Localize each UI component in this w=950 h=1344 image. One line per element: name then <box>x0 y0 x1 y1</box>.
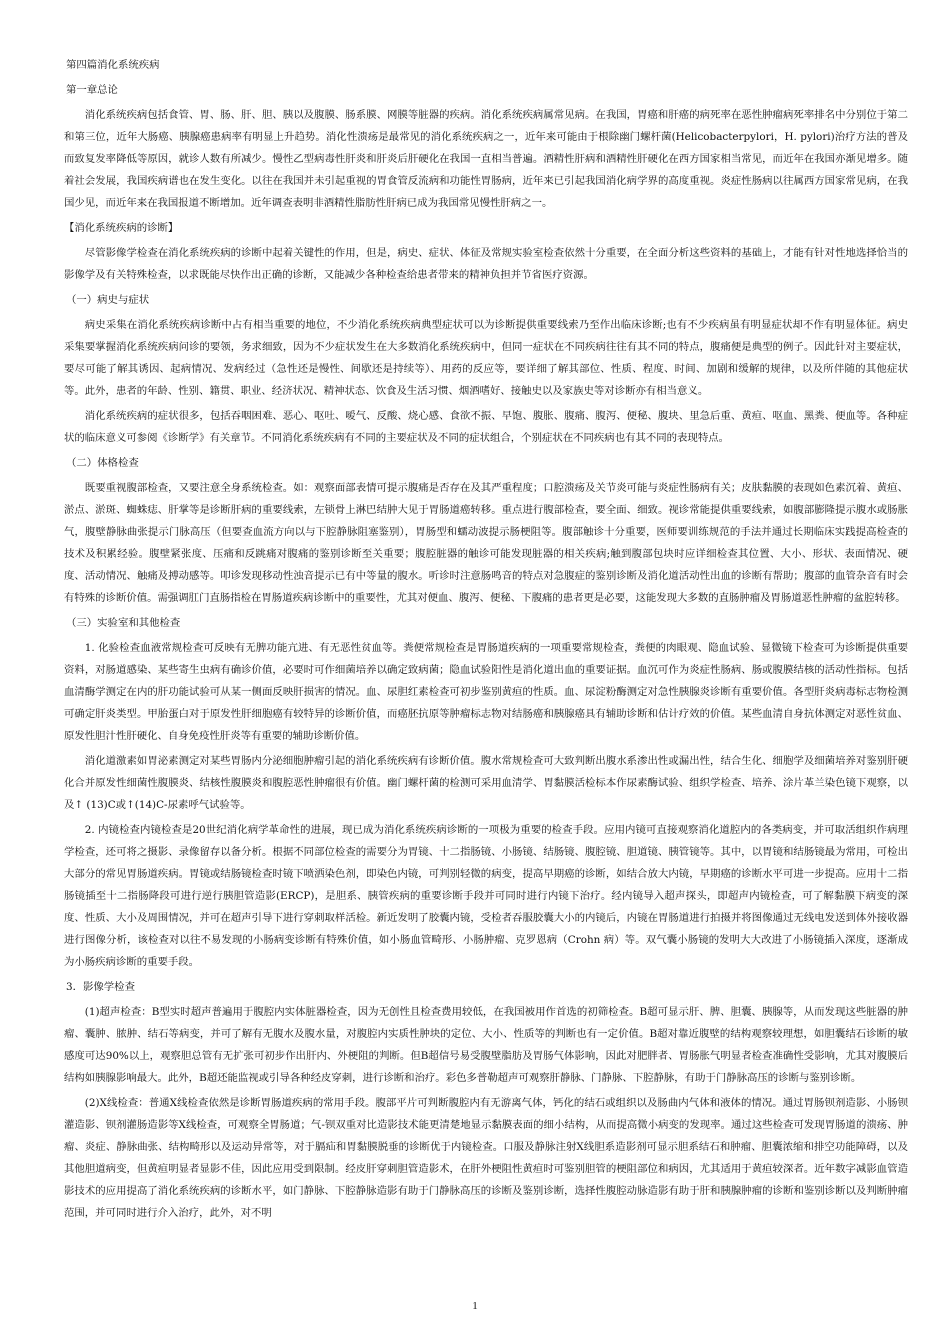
paragraph: 尽管影像学检查在消化系统疾病的诊断中起着关键性的作用，但是，病史、症状、体征及常规实验室检查依然十分重要，在全面分析这些资料的基础上，才能有针对性地选择恰当的影像学及有关特殊检查，以求既能尽快作出正确的诊断，又能减少各种检查给患者带来的精神负担并节省医疗资源。 <box>64 247 908 281</box>
paragraph: 既要重视腹部检查，又要注意全身系统检查。如：观察面部表情可提示腹痛是否存在及其严重程度；口腔溃疡及关节炎可能与炎症性肠病有关；皮肤黏膜的表现如色素沉着、黄疸、淤点、淤斑、蜘蛛痣、肝掌等是诊断肝病的重要线索，左锁骨上淋巴结肿大见于胃肠道癌转移。重点进行腹部检查，要全面、细致。视诊常能提供重要线索，如腹部膨隆提示腹水或肠胀气，腹壁静脉曲张提示门脉高压（但要查血流方向以与下腔静脉阻塞鉴别），胃肠型和蠕动波提示肠梗阻等。腹部触诊十分重要，医师要训练规范的手法并通过长期临床实践提高检查的技术及积累经验。腹壁紧张度、压痛和反跳痛对腹痛的鉴别诊断至关重要；腹腔脏器的触诊可能发现脏器的相关疾病;触到腹部包块时应详细检查其位置、大小、形状、表面情况、硬度、活动情况、触痛及搏动感等。叩诊发现移动性浊音提示已有中等量的腹水。听诊时注意肠鸣音的特点对急腹症的鉴别诊断及消化道活动性出血的诊断有帮助；腹部的血管杂音有时会有特殊的诊断价值。需强调肛门直肠指检在胃肠道疾病诊断中的重要性，尤其对便血、腹泻、便秘、下腹痛的患者更是必要，这能发现大多数的直肠肿瘤及胃肠道恶性肿瘤的盆腔转移。 <box>64 482 908 604</box>
paragraph: 1. 化验检查血液常规检查可反映有无脾功能亢进、有无恶性贫血等。粪便常规检查是胃肠道疾病的一项重要常规检查，粪便的肉眼观、隐血试验、显微镜下检查可为诊断提供重要资料，对肠道感染、某些寄生虫病有确诊价值，必要时可作细菌培养以确定致病菌；隐血试验阳性是消化道出血的重要证据。血沉可作为炎症性肠病、肠或腹膜结核的活动性指标。包括血清酶学测定在内的肝功能试验可从某一侧面反映肝损害的情况。血、尿胆红素检查可初步鉴别黄疸的性质。血、尿淀粉酶测定对急性胰腺炎诊断有重要价值。各型肝炎病毒标志物检测可确定肝炎类型。甲胎蛋白对于原发性肝细胞癌有较特异的诊断价值，而癌胚抗原等肿瘤标志物对结肠癌和胰腺癌具有辅助诊断和估计疗效的价值。某些血清自身抗体测定对恶性贫血、原发性胆汁性肝硬化、自身免疫性肝炎等有重要的辅助诊断价值。 <box>64 642 908 742</box>
paragraph: 消化系统疾病包括食管、胃、肠、肝、胆、胰以及腹膜、肠系膜、网膜等脏器的疾病。消化系统疾病属常见病。在我国，胃癌和肝癌的病死率在恶性肿瘤病死率排名中分别位于第二和第三位，近年大肠癌、胰腺癌患病率有明显上升趋势。消化性溃疡是最常见的消化系统疾病之一，近年来可能由于根除幽门螺杆菌(Helicobacterpylori，H. pylori)治疗方法的普及而致复发率降低等原因，就诊人数有所减少。慢性乙型病毒性肝炎和肝炎后肝硬化在我国一直相当普遍。酒精性肝病和酒精性肝硬化在西方国家相当常见，而近年在我国亦渐见增多。随着社会发展，我国疾病谱也在发生变化。以往在我国并未引起重视的胃食管反流病和功能性胃肠病，近年来已引起我国消化病学界的高度重视。炎症性肠病以往属西方国家常见病，在我国少见，而近年来在我国报道不断增加。近年调查表明非酒精性脂肪性肝病已成为我国常见慢性肝病之一。 <box>64 109 908 209</box>
subsection-heading: （三）实验室和其他检查 <box>66 617 181 629</box>
paragraph: 消化道激素如胃泌素测定对某些胃肠内分泌细胞肿瘤引起的消化系统疾病有诊断价值。腹水常规检查可大致判断出腹水系渗出性或漏出性，结合生化、细胞学及细菌培养对鉴别肝硬化合并原发性细菌性腹膜炎、结核性腹膜炎和腹腔恶性肿瘤很有价值。幽门螺杆菌的检测可采用血清学、胃黏膜活检标本作尿素酶试验、组织学检查、培养、涂片革兰染色镜下观察，以及↑ (13)C或↑(14)C-尿素呼气试验等。 <box>64 755 908 811</box>
subsection-heading: （二）体格检查 <box>66 457 139 469</box>
document-body <box>64 54 908 1227</box>
page-number: 1 <box>472 1300 478 1312</box>
subsection-heading: 3．影像学检查 <box>66 981 135 993</box>
paragraph: (1)超声检查：B型实时超声普遍用于腹腔内实体脏器检查，因为无创性且检查费用较低，在我国被用作首选的初筛检查。B超可显示肝、脾、胆囊、胰腺等，从而发现这些脏器的肿瘤、囊肿、脓肿、结石等病变，并可了解有无腹水及腹水量，对腹腔内实质性肿块的定位、大小、性质等的判断也有一定价值。B超对靠近腹壁的结构观察较理想，如胆囊结石诊断的敏感度可达90%以上，观察胆总管有无扩张可初步作出肝内、外梗阻的判断。但B超信号易受腹壁脂肪及胃肠气体影响，因此对肥胖者、胃肠胀气明显者检查准确性受影响，尤其对腹膜后结构如胰腺影响最大。此外，B超还能监视或引导各种经皮穿刺，进行诊断和治疗。彩色多普勒超声可观察肝静脉、门静脉、下腔静脉，有助于门静脉高压的诊断与鉴别诊断。 <box>64 1006 908 1084</box>
subsection-heading: （一）病史与症状 <box>66 294 150 306</box>
paragraph: 2. 内镜检查内镜检查是20世纪消化病学革命性的进展，现已成为消化系统疾病诊断的一项极为重要的检查手段。应用内镜可直接观察消化道腔内的各类病变，并可取活组织作病理学检查，还可将之摄影、录像留存以备分析。根据不同部位检查的需要分为胃镜、十二指肠镜、小肠镜、结肠镜、腹腔镜、胆道镜、胰管镜等。其中，以胃镜和结肠镜最为常用，可检出大部分的常见胃肠道疾病。胃镜或结肠镜检查时镜下喷洒染色剂，即染色内镜，可判别轻微的病变，提高早期癌的诊断，如结合放大内镜，早期癌的诊断水平可进一步提高。应用十二指肠镜插至十二指肠降段可进行逆行胰胆管造影(ERCP)，是胆系、胰管疾病的重要诊断手段并可同时进行内镜下治疗。经内镜导入超声探头，即超声内镜检查，可了解黏膜下病变的深度、性质、大小及周围情况，并可在超声引导下进行穿刺取样活检。新近发明了胶囊内镜，受检者吞服胶囊大小的内镜后，内镜在胃肠道进行拍摄并将图像通过无线电发送到体外接收器进行图像分析，该检查对以往不易发现的小肠病变诊断有特殊价值，如小肠血管畸形、小肠肿瘤、克罗恩病（Crohn 病）等。双气囊小肠镜的发明大大改进了小肠镜插入深度，逐渐成为小肠疾病诊断的重要手段。 <box>64 824 908 968</box>
chapter-title: 第一章总论 <box>66 84 118 96</box>
paragraph: 病史采集在消化系统疾病诊断中占有相当重要的地位，不少消化系统疾病典型症状可以为诊断提供重要线索乃至作出临床诊断;也有不少疾病虽有明显症状却不作有明显体征。病史采集要掌握消化系统疾病问诊的要领，务求细致，因为不少症状发生在大多数消化系统疾病中，但同一症状在不同疾病往往有其不同的特点，腹痛便是典型的例子。因此针对主要症状，要尽可能了解其诱因、起病情况、发病经过（急性还是慢性、间歇还是持续等）、用药的反应等，要详细了解其部位、性质、程度、时间、加剧和缓解的规律，以及所伴随的其他症状等。此外，患者的年龄、性别、籍贯、职业、经济状况、精神状态、饮食及生活习惯、烟酒嗜好、接触史以及家族史等对诊断亦有相当意义。 <box>64 319 908 397</box>
paragraph: 消化系统疾病的症状很多，包括吞咽困难、恶心、呕吐、嗳气、反酸、烧心感、食欲不振、早饱、腹胀、腹痛、腹泻、便秘、腹块、里急后重、黄疸、呕血、黑粪、便血等。各种症状的临床意义可参阅《诊断学》有关章节。不同消化系统疾病有不同的主要症状及不同的症状组合，个别症状在不同疾病也有其不同的表现特点。 <box>64 410 908 444</box>
section-heading: 【消化系统疾病的诊断】 <box>64 222 179 234</box>
paragraph: (2)X线检查：普通X线检查依然是诊断胃肠道疾病的常用手段。腹部平片可判断腹腔内有无游离气体，钙化的结石或组织以及肠曲内气体和液体的情况。通过胃肠钡剂造影、小肠钡灌造影、钡剂灌肠造影等X线检查，可观察全胃肠道；气-钡双重对比造影技术能更清楚地显示黏膜表面的细小结构，从而提高微小病变的发现率。通过这些检查可发现胃肠道的溃疡、肿瘤、炎症、静脉曲张、结构畸形以及运动异常等，对于膈疝和胃黏膜脱垂的诊断优于内镜检查。口服及静脉注射X线胆系造影剂可显示胆系结石和肿瘤、胆囊浓缩和排空功能障碍，以及其他胆道病变，但黄疸明显者显影不佳，因此应用受到限制。经皮肝穿刺胆管造影术，在肝外梗阻性黄疸时可鉴别胆管的梗阻部位和病因，尤其适用于黄疸较深者。近年数字减影血管造影技术的应用提高了消化系统疾病的诊断水平，如门静脉、下腔静脉造影有助于门静脉高压的诊断及鉴别诊断，选择性腹腔动脉造影有助于肝和胰腺肿瘤的诊断和鉴别诊断以及判断肿瘤范围，并可同时进行介入治疗，此外，对不明 <box>64 1097 908 1219</box>
part-title: 第四篇消化系统疾病 <box>66 59 160 71</box>
